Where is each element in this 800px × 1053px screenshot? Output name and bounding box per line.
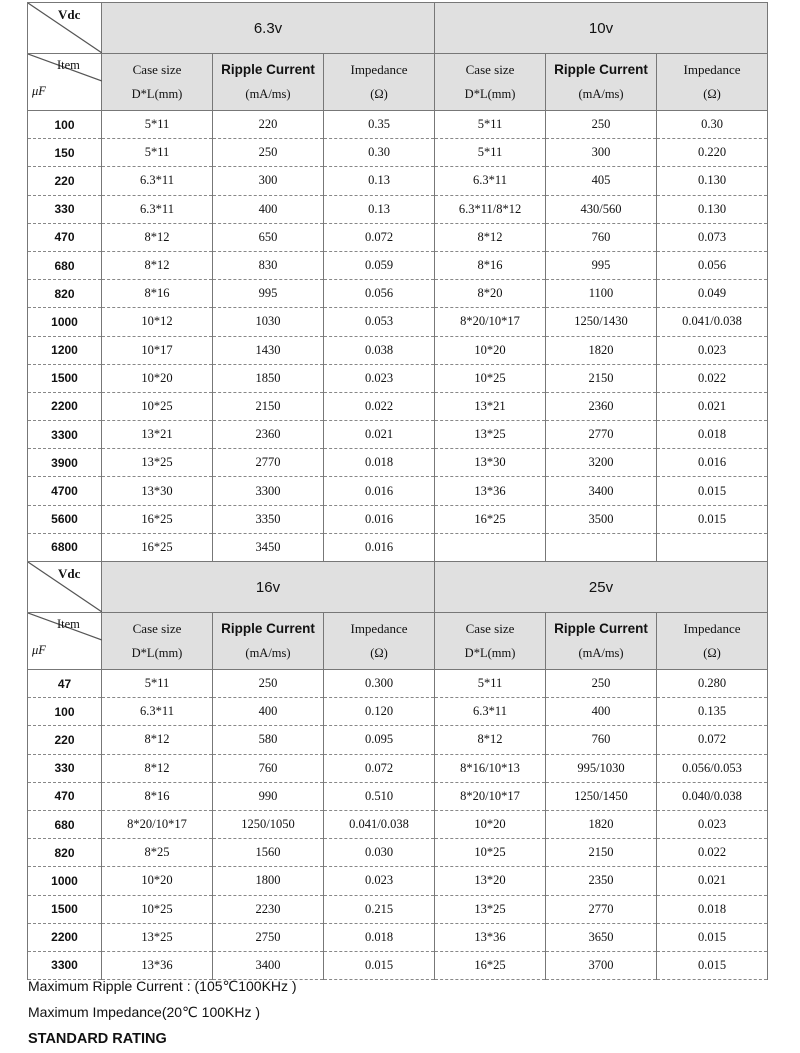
capacitance-cell: 47: [28, 670, 102, 698]
impedance-cell: 0.015: [324, 951, 435, 979]
capacitance-cell: 470: [28, 782, 102, 810]
impedance-header-title: Impedance: [350, 62, 408, 77]
capacitance-cell: 100: [28, 111, 102, 139]
rating-tables: [27, 2, 767, 980]
case-size-cell: 5*11: [435, 111, 546, 139]
impedance-cell: 0.13: [324, 167, 435, 195]
impedance-cell: 0.016: [657, 449, 768, 477]
ripple-current-cell: 2350: [546, 867, 657, 895]
ripple-current-cell: 1250/1430: [546, 308, 657, 336]
case-size-cell: 5*11: [435, 670, 546, 698]
ripple-current-cell: 300: [546, 139, 657, 167]
vdc-label: Vdc: [58, 7, 81, 22]
table-row: [28, 167, 768, 195]
impedance-cell: 0.023: [324, 867, 435, 895]
impedance-cell: 0.053: [324, 308, 435, 336]
capacitance-cell: 330: [28, 754, 102, 782]
ripple-current-cell: 2230: [213, 895, 324, 923]
case-size-cell: 13*25: [102, 923, 213, 951]
ripple-current-cell: 250: [213, 139, 324, 167]
table-row: [28, 782, 768, 810]
vdc-label: Vdc: [58, 566, 81, 581]
impedance-cell: 0.300: [324, 670, 435, 698]
case-size-cell: [435, 533, 546, 561]
capacitance-cell: 3900: [28, 449, 102, 477]
impedance-cell: 0.041/0.038: [657, 308, 768, 336]
case-size-header-unit: D*L(mm): [464, 87, 516, 101]
capacitance-cell: 680: [28, 251, 102, 279]
case-size-cell: 8*12: [102, 754, 213, 782]
capacitance-cell: 1500: [28, 895, 102, 923]
capacitance-cell: 820: [28, 280, 102, 308]
case-size-cell: 6.3*11: [435, 167, 546, 195]
case-size-cell: 8*16/10*13: [435, 754, 546, 782]
impedance-cell: 0.023: [324, 364, 435, 392]
impedance-header-title: Impedance: [683, 62, 741, 77]
case-size-cell: 8*16: [435, 251, 546, 279]
impedance-cell: 0.023: [657, 336, 768, 364]
item-label: Item: [57, 58, 80, 72]
impedance-cell: 0.018: [324, 449, 435, 477]
capacitance-cell: 6800: [28, 533, 102, 561]
capacitance-cell: 3300: [28, 951, 102, 979]
ripple-current-cell: 1100: [546, 280, 657, 308]
case-size-cell: 13*20: [435, 867, 546, 895]
impedance-header-unit: (Ω): [703, 646, 721, 660]
impedance-cell: 0.015: [657, 923, 768, 951]
impedance-cell: 0.018: [324, 923, 435, 951]
ripple-current-cell: 995: [213, 280, 324, 308]
case-size-cell: 6.3*11/8*12: [435, 195, 546, 223]
ripple-current-cell: [546, 533, 657, 561]
impedance-cell: 0.072: [657, 726, 768, 754]
impedance-header: [657, 54, 768, 111]
case-size-cell: 8*12: [435, 726, 546, 754]
ripple-current-cell: 1250/1450: [546, 782, 657, 810]
case-size-cell: 8*20/10*17: [102, 810, 213, 838]
table-row: [28, 449, 768, 477]
table-row: [28, 533, 768, 561]
ripple-current-cell: 1250/1050: [213, 810, 324, 838]
ripple-current-header: [546, 613, 657, 670]
impedance-note: Maximum Impedance(20℃ 100KHz ): [28, 1004, 261, 1020]
impedance-cell: 0.120: [324, 698, 435, 726]
case-size-header-title: Case size: [132, 62, 182, 77]
capacitance-cell: 220: [28, 167, 102, 195]
case-size-cell: 8*20/10*17: [435, 782, 546, 810]
case-size-cell: 13*36: [102, 951, 213, 979]
case-size-cell: 10*25: [435, 839, 546, 867]
impedance-cell: 0.073: [657, 223, 768, 251]
ripple-current-cell: 650: [213, 223, 324, 251]
ripple-current-cell: 3200: [546, 449, 657, 477]
case-size-cell: 5*11: [102, 111, 213, 139]
impedance-header: [324, 613, 435, 670]
table-row: [28, 195, 768, 223]
ripple-current-cell: 580: [213, 726, 324, 754]
impedance-header-unit: (Ω): [703, 87, 721, 101]
case-size-header-unit: D*L(mm): [131, 646, 183, 660]
table-row: [28, 867, 768, 895]
ripple-current-cell: 250: [546, 111, 657, 139]
case-size-header: [102, 613, 213, 670]
ripple-current-header-title: Ripple Current: [554, 62, 648, 77]
case-size-cell: 5*11: [102, 139, 213, 167]
impedance-cell: 0.021: [324, 421, 435, 449]
case-size-cell: 16*25: [102, 533, 213, 561]
impedance-cell: 0.056: [324, 280, 435, 308]
case-size-header: [102, 54, 213, 111]
case-size-cell: 10*20: [102, 364, 213, 392]
impedance-cell: 0.016: [324, 505, 435, 533]
table-row: [28, 726, 768, 754]
ripple-current-cell: 830: [213, 251, 324, 279]
ripple-current-cell: 430/560: [546, 195, 657, 223]
case-size-header: [435, 613, 546, 670]
case-size-cell: 10*25: [435, 364, 546, 392]
impedance-cell: 0.35: [324, 111, 435, 139]
ripple-current-header-unit: (mA/ms): [245, 87, 291, 101]
ripple-current-cell: 995/1030: [546, 754, 657, 782]
voltage-heading: 6.3v: [102, 3, 435, 54]
case-size-cell: 13*25: [102, 449, 213, 477]
case-size-cell: 13*21: [435, 392, 546, 420]
voltage-header-row: [28, 3, 768, 54]
case-size-cell: 8*12: [435, 223, 546, 251]
capacitance-cell: 220: [28, 726, 102, 754]
ripple-current-header-title: Ripple Current: [221, 62, 315, 77]
ripple-current-header-unit: (mA/ms): [578, 646, 624, 660]
case-size-cell: 10*12: [102, 308, 213, 336]
impedance-cell: 0.022: [324, 392, 435, 420]
ripple-current-header: [213, 54, 324, 111]
voltage-heading: 25v: [435, 562, 768, 613]
table-row: [28, 810, 768, 838]
impedance-cell: 0.021: [657, 867, 768, 895]
case-size-cell: 13*21: [102, 421, 213, 449]
case-size-cell: 10*20: [102, 867, 213, 895]
impedance-cell: 0.130: [657, 167, 768, 195]
case-size-cell: 5*11: [435, 139, 546, 167]
standard-rating-table: [27, 2, 768, 980]
capacitance-cell: 100: [28, 698, 102, 726]
ripple-current-header-title: Ripple Current: [554, 621, 648, 636]
table-row: [28, 421, 768, 449]
case-size-cell: 10*25: [102, 895, 213, 923]
impedance-cell: 0.049: [657, 280, 768, 308]
case-size-cell: 16*25: [435, 505, 546, 533]
ripple-current-cell: 2360: [546, 392, 657, 420]
impedance-cell: 0.018: [657, 895, 768, 923]
ripple-current-cell: 1430: [213, 336, 324, 364]
impedance-cell: 0.015: [657, 477, 768, 505]
case-size-cell: 6.3*11: [435, 698, 546, 726]
ripple-current-cell: 1850: [213, 364, 324, 392]
ripple-current-cell: 250: [213, 670, 324, 698]
ripple-current-cell: 3300: [213, 477, 324, 505]
ripple-current-cell: 2770: [546, 895, 657, 923]
case-size-cell: 8*20/10*17: [435, 308, 546, 336]
impedance-header: [657, 613, 768, 670]
impedance-cell: 0.130: [657, 195, 768, 223]
capacitance-cell: 1000: [28, 867, 102, 895]
ripple-current-cell: 1030: [213, 308, 324, 336]
case-size-cell: 8*25: [102, 839, 213, 867]
capacitance-cell: 3300: [28, 421, 102, 449]
ripple-current-cell: 2150: [213, 392, 324, 420]
ripple-current-cell: 220: [213, 111, 324, 139]
capacitance-cell: 820: [28, 839, 102, 867]
ripple-current-cell: 400: [213, 698, 324, 726]
ripple-current-header-title: Ripple Current: [221, 621, 315, 636]
impedance-cell: 0.023: [657, 810, 768, 838]
case-size-cell: 8*16: [102, 280, 213, 308]
standard-rating-title: STANDARD RATING: [28, 1031, 167, 1047]
ripple-current-cell: 760: [546, 726, 657, 754]
impedance-cell: 0.056: [657, 251, 768, 279]
impedance-header: [324, 54, 435, 111]
ripple-current-cell: 2150: [546, 839, 657, 867]
case-size-cell: 8*16: [102, 782, 213, 810]
impedance-cell: 0.280: [657, 670, 768, 698]
case-size-header-title: Case size: [465, 62, 515, 77]
impedance-cell: 0.30: [324, 139, 435, 167]
case-size-header: [435, 54, 546, 111]
case-size-cell: 13*36: [435, 477, 546, 505]
ripple-current-header-unit: (mA/ms): [245, 646, 291, 660]
ripple-current-cell: 1820: [546, 336, 657, 364]
table-row: [28, 505, 768, 533]
impedance-cell: 0.015: [657, 951, 768, 979]
ripple-current-header-unit: (mA/ms): [578, 87, 624, 101]
impedance-cell: 0.021: [657, 392, 768, 420]
case-size-cell: 6.3*11: [102, 698, 213, 726]
impedance-header-title: Impedance: [350, 621, 408, 636]
impedance-cell: 0.135: [657, 698, 768, 726]
ripple-current-cell: 2770: [546, 421, 657, 449]
voltage-heading: 10v: [435, 3, 768, 54]
item-corner-cell: [28, 613, 102, 670]
ripple-current-cell: 3500: [546, 505, 657, 533]
ripple-current-cell: 760: [213, 754, 324, 782]
capacitance-cell: 2200: [28, 392, 102, 420]
impedance-header-title: Impedance: [683, 621, 741, 636]
impedance-cell: 0.13: [324, 195, 435, 223]
impedance-cell: 0.510: [324, 782, 435, 810]
ripple-current-cell: 1560: [213, 839, 324, 867]
case-size-cell: 8*12: [102, 223, 213, 251]
impedance-cell: 0.056/0.053: [657, 754, 768, 782]
ripple-current-cell: 3400: [546, 477, 657, 505]
vdc-corner-cell: [28, 562, 102, 613]
column-header-row: [28, 613, 768, 670]
capacitance-cell: 5600: [28, 505, 102, 533]
ripple-current-header: [546, 54, 657, 111]
ripple-current-cell: 300: [213, 167, 324, 195]
impedance-cell: 0.016: [324, 477, 435, 505]
impedance-cell: 0.018: [657, 421, 768, 449]
table-row: [28, 139, 768, 167]
impedance-cell: 0.059: [324, 251, 435, 279]
ripple-current-cell: 3400: [213, 951, 324, 979]
impedance-header-unit: (Ω): [370, 87, 388, 101]
notes: [28, 973, 297, 1053]
ripple-current-header: [213, 613, 324, 670]
case-size-cell: 13*25: [435, 895, 546, 923]
table-row: [28, 698, 768, 726]
table-row: [28, 923, 768, 951]
ripple-current-cell: 1820: [546, 810, 657, 838]
ripple-current-cell: 2750: [213, 923, 324, 951]
capacitance-cell: 150: [28, 139, 102, 167]
ripple-current-cell: 3350: [213, 505, 324, 533]
case-size-cell: 8*12: [102, 726, 213, 754]
case-size-cell: 10*25: [102, 392, 213, 420]
case-size-cell: 10*17: [102, 336, 213, 364]
unit-label: μF: [32, 643, 46, 657]
unit-label: μF: [32, 84, 46, 98]
impedance-cell: 0.072: [324, 754, 435, 782]
case-size-header-title: Case size: [132, 621, 182, 636]
table-row: [28, 364, 768, 392]
ripple-current-cell: 400: [546, 698, 657, 726]
impedance-cell: 0.016: [324, 533, 435, 561]
capacitance-cell: 2200: [28, 923, 102, 951]
table-row: [28, 895, 768, 923]
impedance-cell: 0.095: [324, 726, 435, 754]
vdc-corner-cell: [28, 3, 102, 54]
ripple-current-cell: 2770: [213, 449, 324, 477]
impedance-cell: 0.022: [657, 364, 768, 392]
case-size-header-unit: D*L(mm): [131, 87, 183, 101]
ripple-current-cell: 405: [546, 167, 657, 195]
table-row: [28, 839, 768, 867]
table-row: [28, 336, 768, 364]
case-size-cell: 8*20: [435, 280, 546, 308]
ripple-current-cell: 2360: [213, 421, 324, 449]
case-size-cell: 5*11: [102, 670, 213, 698]
impedance-cell: 0.041/0.038: [324, 810, 435, 838]
item-label: Item: [57, 617, 80, 631]
impedance-cell: 0.030: [324, 839, 435, 867]
impedance-cell: [657, 533, 768, 561]
case-size-cell: 13*30: [102, 477, 213, 505]
case-size-cell: 13*30: [435, 449, 546, 477]
voltage-heading: 16v: [102, 562, 435, 613]
item-corner-cell: [28, 54, 102, 111]
table-row: [28, 477, 768, 505]
case-size-cell: 13*25: [435, 421, 546, 449]
impedance-cell: 0.30: [657, 111, 768, 139]
ripple-current-cell: 250: [546, 670, 657, 698]
case-size-header-title: Case size: [465, 621, 515, 636]
table-row: [28, 392, 768, 420]
case-size-cell: 16*25: [102, 505, 213, 533]
ripple-note: Maximum Ripple Current : (105℃100KHz ): [28, 978, 297, 994]
impedance-cell: 0.215: [324, 895, 435, 923]
ripple-current-cell: 995: [546, 251, 657, 279]
table-row: [28, 223, 768, 251]
ripple-current-cell: 3700: [546, 951, 657, 979]
impedance-cell: 0.022: [657, 839, 768, 867]
table-row: [28, 670, 768, 698]
case-size-cell: 6.3*11: [102, 167, 213, 195]
capacitance-cell: 330: [28, 195, 102, 223]
ripple-current-cell: 1800: [213, 867, 324, 895]
ripple-current-cell: 400: [213, 195, 324, 223]
case-size-cell: 10*20: [435, 336, 546, 364]
capacitance-cell: 1000: [28, 308, 102, 336]
table-row: [28, 308, 768, 336]
capacitance-cell: 1500: [28, 364, 102, 392]
column-header-row: [28, 54, 768, 111]
case-size-cell: 6.3*11: [102, 195, 213, 223]
ripple-current-cell: 3650: [546, 923, 657, 951]
table-row: [28, 251, 768, 279]
case-size-cell: 16*25: [435, 951, 546, 979]
impedance-cell: 0.072: [324, 223, 435, 251]
ripple-current-cell: 2150: [546, 364, 657, 392]
table-row: [28, 111, 768, 139]
case-size-cell: 10*20: [435, 810, 546, 838]
ripple-current-cell: 760: [546, 223, 657, 251]
impedance-header-unit: (Ω): [370, 646, 388, 660]
capacitance-cell: 4700: [28, 477, 102, 505]
capacitance-cell: 680: [28, 810, 102, 838]
impedance-cell: 0.015: [657, 505, 768, 533]
case-size-header-unit: D*L(mm): [464, 646, 516, 660]
case-size-cell: 8*12: [102, 251, 213, 279]
capacitance-cell: 470: [28, 223, 102, 251]
impedance-cell: 0.038: [324, 336, 435, 364]
table-row: [28, 754, 768, 782]
ripple-current-cell: 3450: [213, 533, 324, 561]
ripple-current-cell: 990: [213, 782, 324, 810]
table-row: [28, 280, 768, 308]
case-size-cell: 13*36: [435, 923, 546, 951]
impedance-cell: 0.040/0.038: [657, 782, 768, 810]
voltage-header-row: [28, 562, 768, 613]
capacitance-cell: 1200: [28, 336, 102, 364]
impedance-cell: 0.220: [657, 139, 768, 167]
